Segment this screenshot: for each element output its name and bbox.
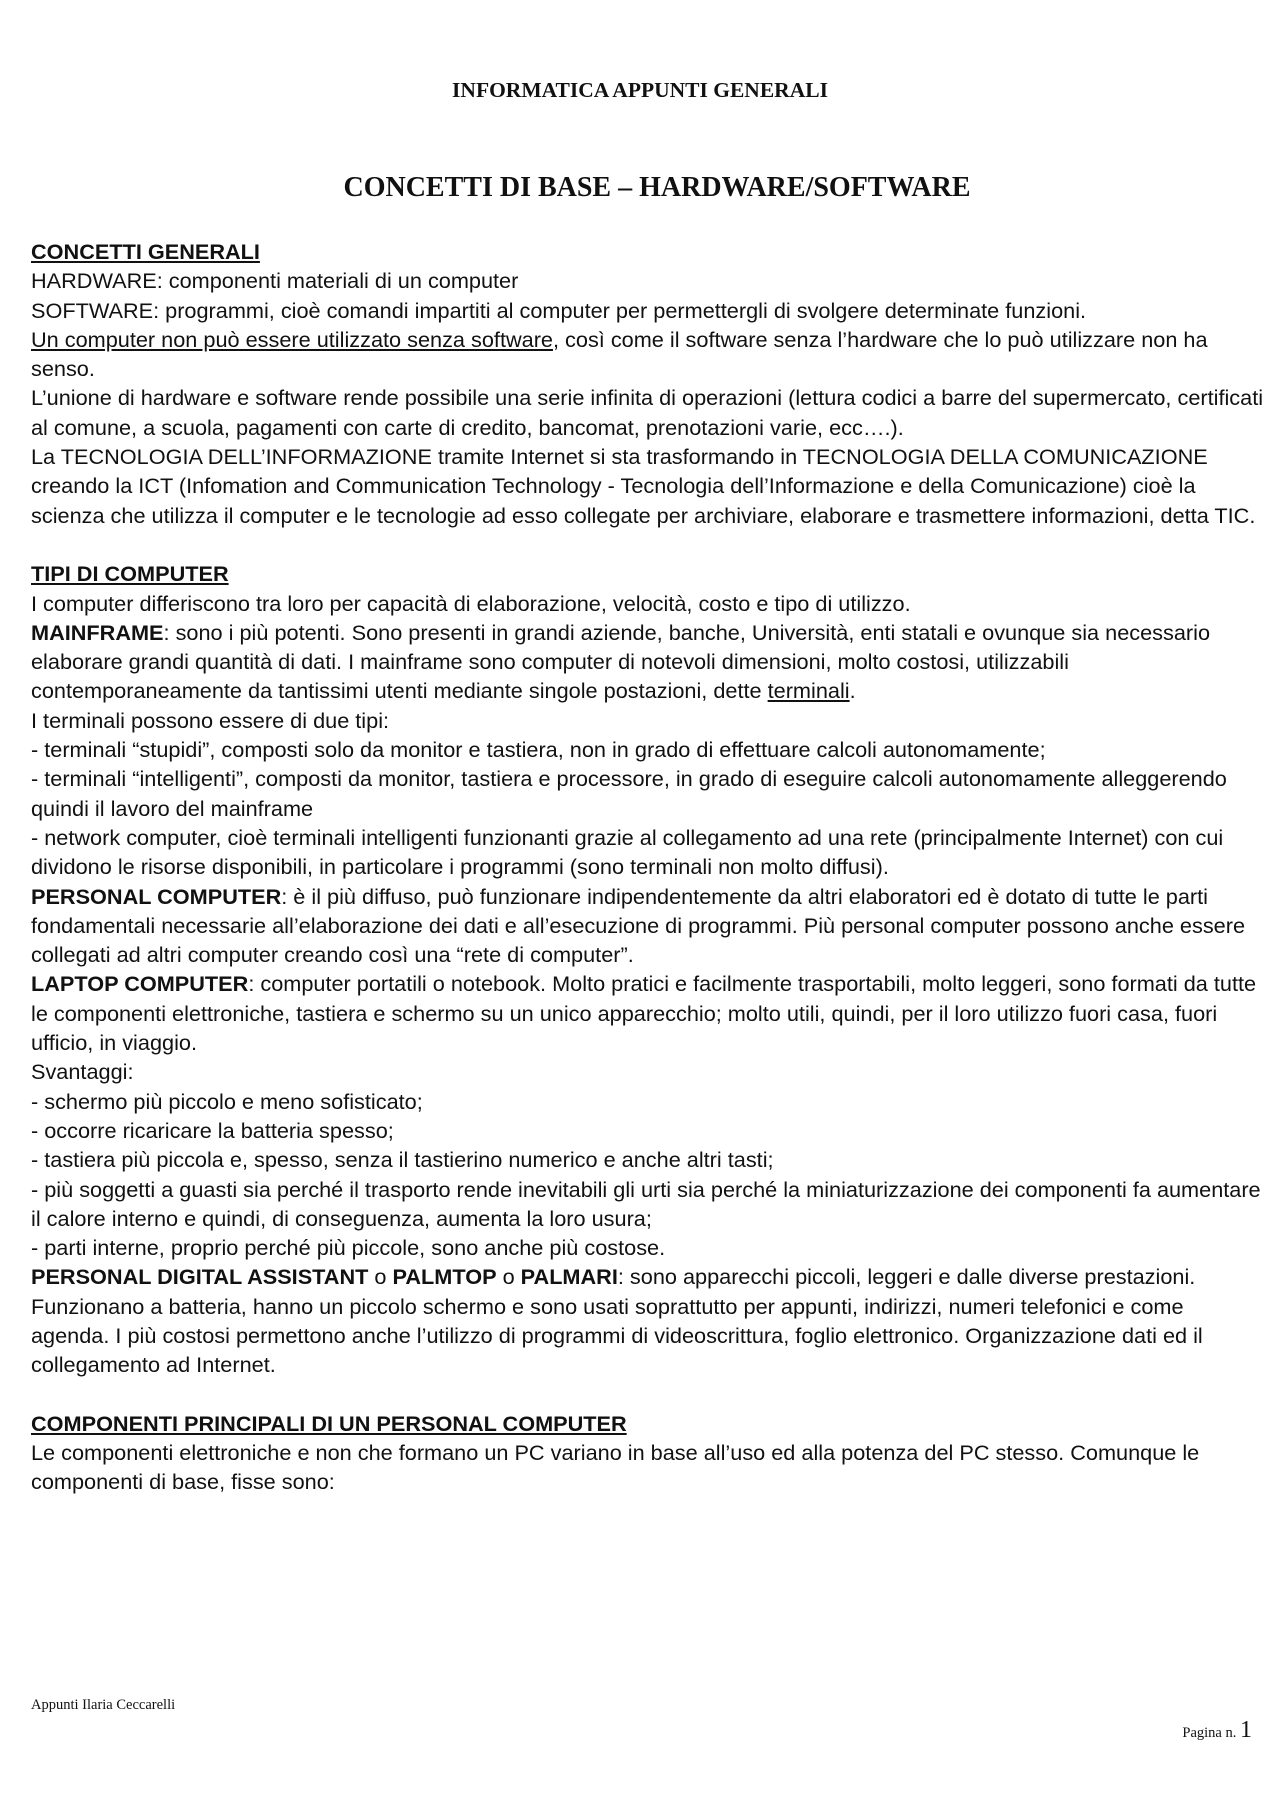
footer-page-number [1182, 1717, 1252, 1744]
mainframe-terminali: terminali [767, 678, 850, 704]
computer-underlined-text: Un computer non può essere utilizzato senza software [31, 326, 553, 352]
list-item-drawback: - schermo più piccolo e meno sofisticato; [31, 1088, 423, 1114]
paragraph-software: SOFTWARE: programmi, cioè comandi impartiti al computer per permettergli di svolgere determinate funzioni. [31, 297, 1087, 323]
paragraph-union: L’unione di hardware e software rende possibile una serie infinita di operazioni (lettura codici a barre del supermercato, certificati al comune, a scuola, pagamenti con carte di credito, bancomat, prenotazioni varie, ecc….). [31, 385, 1264, 440]
pda-connector: o [496, 1264, 521, 1290]
list-item-terminal: - network computer, cioè terminali intelligenti funzionanti grazie al collegamento ad una rete (principalmente Internet) con cui dividono le risorse disponibili, in particolare i programmi (sono terminali non molto diffusi). [31, 824, 1224, 880]
section-spacer [31, 1380, 1266, 1409]
list-item-terminal: - terminali “stupidi”, composti solo da monitor e tastiera, non in grado di effettuare calcoli autonomamente; [31, 737, 1046, 763]
page-label: Pagina n. [1182, 1725, 1237, 1741]
mainframe-label: MAINFRAME [31, 619, 164, 645]
document-title: INFORMATICA APPUNTI GENERALI [452, 78, 828, 102]
paragraph-pda [31, 1262, 1266, 1379]
palmari-label: PALMARI [520, 1264, 618, 1290]
mainframe-end: . [849, 678, 856, 704]
computer-rest-text: , così come il software senza l’hardware che lo può utilizzare non ha senso. [31, 326, 1208, 382]
mainframe-text: : sono i più potenti. Sono presenti in grandi aziende, banche, Università, enti statali e ovunque sia necessario elaborare grandi quantità di dati. I mainframe sono computer di notevoli dimensioni, molto costosi, utilizzabili contemporaneamente da tantissimi utenti mediante singole postazioni, dette [31, 619, 1211, 704]
pc-label: PERSONAL COMPUTER [31, 883, 282, 909]
section-heading-general: CONCETTI GENERALI [31, 239, 260, 264]
list-item-terminal: - terminali “intelligenti”, composti da monitor, tastiera e processore, in grado di eseguire calcoli autonomamente alleggerendo quindi il lavoro del mainframe [31, 766, 1227, 821]
paragraph-hardware: HARDWARE: componenti materiali di un computer [31, 268, 519, 294]
paragraph-drawbacks-intro: Svantaggi: [31, 1059, 134, 1085]
paragraph-personal-computer [31, 882, 1266, 970]
palmtop-label: PALMTOP [392, 1264, 497, 1290]
paragraph-components: Le componenti elettroniche e non che formano un PC variano in base all’uso ed alla potenza del PC stesso. Comunque le componenti di base, fisse sono: [31, 1440, 1200, 1495]
pda-label: PERSONAL DIGITAL ASSISTANT [31, 1264, 369, 1290]
page-number: 1 [1240, 1717, 1252, 1743]
paragraph-ict: La TECNOLOGIA DELL’INFORMAZIONE tramite Internet si sta trasformando in TECNOLOGIA DELLA COMUNICAZIONE creando la ICT (Infomation and Communication Technology - Tecnologia dell’Informazione e della Comunicazione) cioè la scienza che utilizza il computer e le tecnologie ad esso collegate per archiviare, elaborare e trasmettere informazioni, detta TIC. [31, 444, 1256, 528]
document-body [31, 237, 1266, 1497]
section-heading-types: TIPI DI COMPUTER [31, 561, 229, 587]
section-spacer [31, 530, 1266, 559]
paragraph-laptop [31, 969, 1266, 1057]
pc-text: : è il più diffuso, può funzionare indipendentemente da altri elaboratori ed è dotato di tutte le parti fondamentali necessarie all’elaborazione dei dati e all’esecuzione di programmi. Più personal computer possono anche essere collegati ad altri computer creando così una “rete di computer”. [31, 883, 1246, 968]
pda-text: : sono apparecchi piccoli, leggeri e dalle diverse prestazioni. Funzionano a batteria, hanno un piccolo schermo e sono usati soprattutto per appunti, indirizzi, numeri telefonici e come agenda. I più costosi permettono anche l’utilizzo di programmi di videoscrittura, foglio elettronico. Organizzazione dati ed il collegamento ad Internet. [31, 1264, 1203, 1378]
document-subtitle: CONCETTI DI BASE – HARDWARE/SOFTWARE [343, 172, 971, 203]
laptop-text: : computer portatili o notebook. Molto pratici e facilmente trasportabili, molto leggeri, sono formati da tutte le componenti elettroniche, tastiera e schermo su un unico apparecchio; molto utili, quindi, per il loro utilizzo fuori casa, fuori ufficio, in viaggio. [31, 971, 1257, 1056]
section-heading-components: COMPONENTI PRINCIPALI DI UN PERSONAL COMPUTER [31, 1410, 627, 1436]
paragraph-types-intro: I computer differiscono tra loro per capacità di elaborazione, velocità, costo e tipo di utilizzo. [31, 590, 911, 616]
paragraph-computer [31, 325, 1266, 384]
list-item-drawback: - tastiera più piccola e, spesso, senza il tastierino numerico e anche altri tasti; [31, 1147, 774, 1173]
list-item-drawback: - parti interne, proprio perché più piccole, sono anche più costose. [31, 1235, 666, 1261]
laptop-label: LAPTOP COMPUTER [31, 971, 249, 997]
paragraph-terminals-intro: I terminali possono essere di due tipi: [31, 707, 390, 733]
pda-connector: o [368, 1264, 393, 1290]
list-item-drawback: - occorre ricaricare la batteria spesso; [31, 1117, 394, 1143]
paragraph-mainframe [31, 618, 1266, 706]
list-item-drawback: - più soggetti a guasti sia perché il trasporto rende inevitabili gli urti sia perché la miniaturizzazione dei componenti fa aumentare il calore interno e quindi, di conseguenza, aumenta la loro usura; [31, 1176, 1261, 1231]
footer-author: Appunti Ilaria Ceccarelli [31, 1697, 176, 1713]
